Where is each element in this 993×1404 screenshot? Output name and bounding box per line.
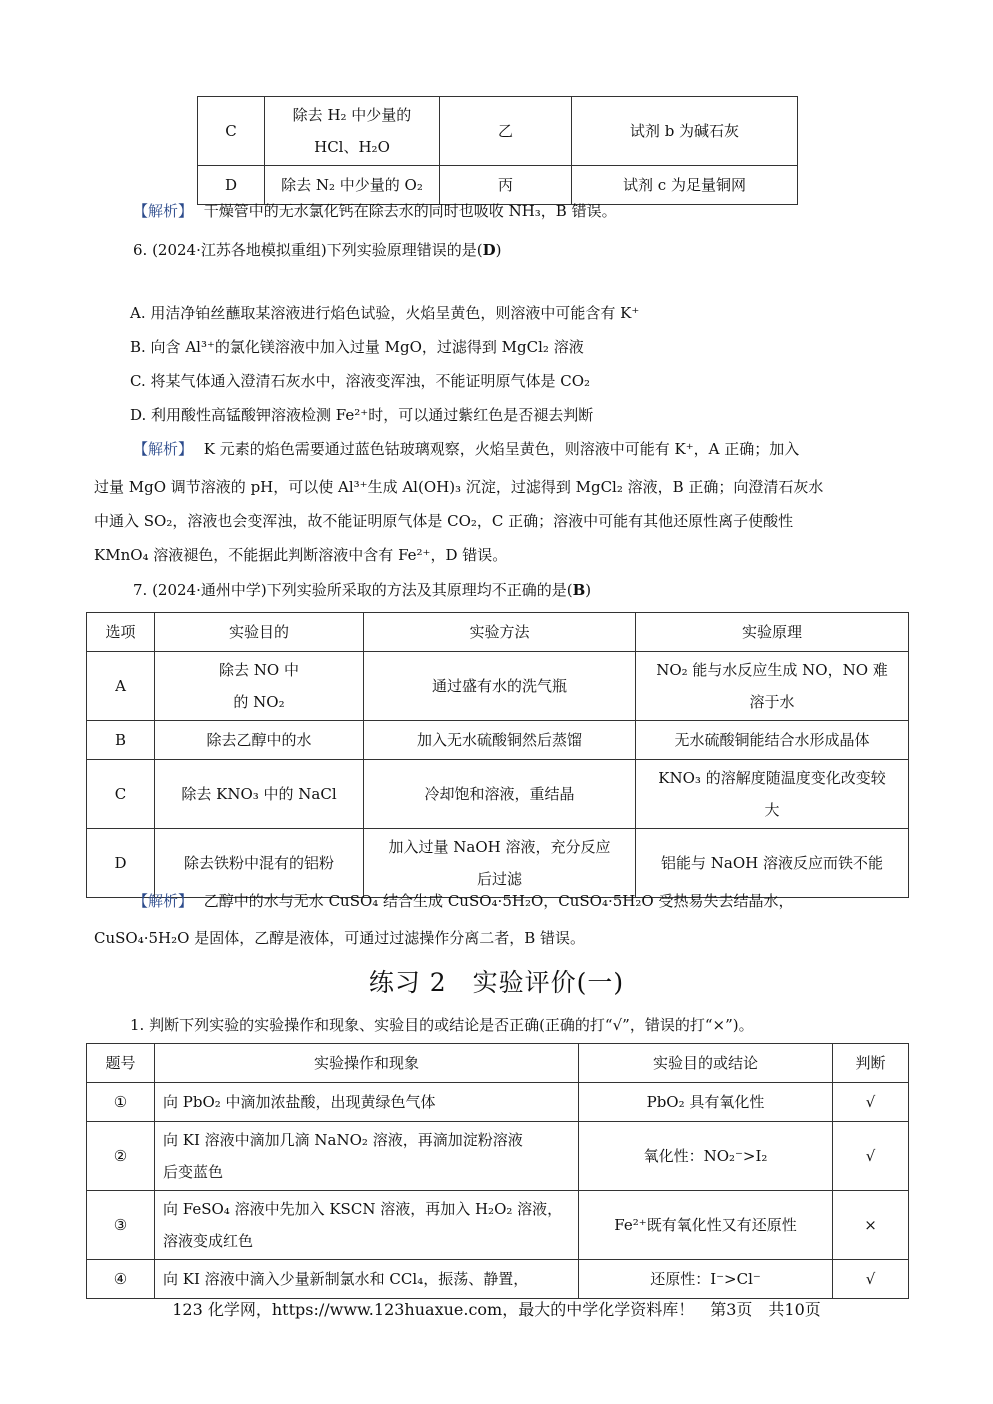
judge-cell: √ [833, 1122, 909, 1191]
analysis-7-line-2: CuSO₄·5H₂O 是固体，乙醇是液体，可通过过滤操作分离二者，B 错误。 [94, 929, 585, 947]
table-header-row [87, 613, 909, 652]
judge-cell: × [833, 1191, 909, 1260]
table-row [87, 721, 909, 760]
principle-cell: KNO₃ 的溶解度随温度变化改变较 大 [636, 760, 909, 829]
analysis-1 [133, 201, 617, 221]
purpose-cell: 除去铁粉中混有的铝粉 [155, 829, 364, 898]
operation-cell: 向 PbO₂ 中滴加浓盐酸，出现黄绿色气体 [155, 1083, 579, 1122]
question-6-stem: 6. (2024·江苏各地模拟重组)下列实验原理错误的是(D) [133, 241, 502, 259]
answer: D [482, 241, 496, 259]
option-cell: B [87, 721, 155, 760]
principle-cell: NO₂ 能与水反应生成 NO，NO 难 溶于水 [636, 652, 909, 721]
table-top [197, 96, 798, 205]
analysis-6-line-2: 过量 MgO 调节溶液的 pH，可以使 Al³⁺生成 Al(OH)₃ 沉淀，过滤得到 MgCl₂ 溶液，B 正确；向澄清石灰水 [94, 478, 824, 496]
num-cell: ④ [87, 1260, 155, 1299]
principle-cell: 铝能与 NaOH 溶液反应而铁不能 [636, 829, 909, 898]
num-cell: ① [87, 1083, 155, 1122]
analysis-tag: 【解析】 [133, 440, 194, 458]
analysis-tag: 【解析】 [133, 892, 194, 910]
operation-cell: 向 KI 溶液中滴加几滴 NaNO₂ 溶液，再滴加淀粉溶液 后变蓝色 [155, 1122, 579, 1191]
purpose-cell: 除去 KNO₃ 中的 NaCl [155, 760, 364, 829]
table-row [87, 829, 909, 898]
analysis-tag: 【解析】 [133, 202, 194, 220]
method-cell: 冷却饱和溶液，重结晶 [364, 760, 636, 829]
judge-cell: √ [833, 1260, 909, 1299]
table-row [198, 97, 798, 166]
note-cell: 试剂 c 为足量铜网 [572, 166, 798, 205]
analysis-6-line-1: 【解析】 K 元素的焰色需要通过蓝色钴玻璃观察，火焰呈黄色，则溶液中可能有 K⁺，A 正确；加入 [133, 440, 800, 458]
option-cell: D [198, 166, 265, 205]
table-row [87, 1191, 909, 1260]
purpose-cell: 除去 NO 中 的 NO₂ [155, 652, 364, 721]
option-a: A. 用洁净铂丝蘸取某溶液进行焰色试验，火焰呈黄色，则溶液中可能含有 K⁺ [130, 304, 640, 322]
answer: B [572, 581, 586, 599]
principle-cell: 无水硫酸铜能结合水形成晶体 [636, 721, 909, 760]
note-cell: 试剂 b 为碱石灰 [572, 97, 798, 166]
option-b: B. 向含 Al³⁺的氯化镁溶液中加入过量 MgO，过滤得到 MgCl₂ 溶液 [130, 338, 584, 356]
option-cell: C [87, 760, 155, 829]
col-header: 实验方法 [364, 613, 636, 652]
device-cell: 乙 [440, 97, 572, 166]
analysis-6-line-4: KMnO₄ 溶液褪色，不能据此判断溶液中含有 Fe²⁺，D 错误。 [94, 546, 508, 564]
analysis-text: 干燥管中的无水氯化钙在除去水的同时也吸收 NH₃，B 错误。 [203, 202, 617, 220]
table-header-row [87, 1044, 909, 1083]
table-row [87, 1260, 909, 1299]
option-d: D. 利用酸性高锰酸钾溶液检测 Fe²⁺时，可以通过紫红色是否褪去判断 [130, 406, 594, 424]
practice-question-1-stem: 1. 判断下列实验的实验操作和现象、实验目的或结论是否正确(正确的打“√”，错误的打“×”)。 [130, 1016, 754, 1034]
option-c: C. 将某气体通入澄清石灰水中，溶液变浑浊，不能证明原气体是 CO₂ [130, 372, 591, 390]
conclusion-cell: Fe²⁺既有氧化性又有还原性 [579, 1191, 833, 1260]
operation-cell: 向 KI 溶液中滴入少量新制氯水和 CCl₄，振荡、静置， [155, 1260, 579, 1299]
page-footer: 123 化学网，https://www.123huaxue.com，最大的中学化学资料库！ 第3页 共10页 [172, 1300, 821, 1319]
method-cell: 通过盛有水的洗气瓶 [364, 652, 636, 721]
method-cell: 加入无水硫酸铜然后蒸馏 [364, 721, 636, 760]
operation-cell: 向 FeSO₄ 溶液中先加入 KSCN 溶液，再加入 H₂O₂ 溶液， 溶液变成红色 [155, 1191, 579, 1260]
purpose-cell: 除去 N₂ 中少量的 O₂ [265, 166, 440, 205]
option-cell: D [87, 829, 155, 898]
col-header: 实验目的 [155, 613, 364, 652]
analysis-7-line-1: 【解析】 乙醇中的水与无水 CuSO₄ 结合生成 CuSO₄·5H₂O，CuSO₄·5H₂O 受热易失去结晶水， [133, 892, 794, 910]
col-header: 选项 [87, 613, 155, 652]
table-q7 [86, 612, 909, 898]
num-cell: ③ [87, 1191, 155, 1260]
analysis-6-line-3: 中通入 SO₂，溶液也会变浑浊，故不能证明原气体是 CO₂，C 正确；溶液中可能有其他还原性离子使酸性 [94, 512, 794, 530]
conclusion-cell: PbO₂ 具有氧化性 [579, 1083, 833, 1122]
col-header: 题号 [87, 1044, 155, 1083]
col-header: 判断 [833, 1044, 909, 1083]
num-cell: ② [87, 1122, 155, 1191]
table-row [198, 166, 798, 205]
conclusion-cell: 还原性：I⁻>Cl⁻ [579, 1260, 833, 1299]
col-header: 实验目的或结论 [579, 1044, 833, 1083]
col-header: 实验操作和现象 [155, 1044, 579, 1083]
judge-cell: √ [833, 1083, 909, 1122]
table-row [87, 652, 909, 721]
section-title: 练习 2 实验评价(一) [368, 968, 625, 997]
option-cell: C [198, 97, 265, 166]
table-row [87, 1083, 909, 1122]
purpose-cell: 除去乙醇中的水 [155, 721, 364, 760]
method-cell: 加入过量 NaOH 溶液，充分反应 后过滤 [364, 829, 636, 898]
col-header: 实验原理 [636, 613, 909, 652]
device-cell: 丙 [440, 166, 572, 205]
table-judge [86, 1043, 909, 1299]
purpose-cell: 除去 H₂ 中少量的 HCl、H₂O [265, 97, 440, 166]
conclusion-cell: 氧化性：NO₂⁻>I₂ [579, 1122, 833, 1191]
table-row [87, 760, 909, 829]
table-row [87, 1122, 909, 1191]
option-cell: A [87, 652, 155, 721]
question-7-stem: 7. (2024·通州中学)下列实验所采取的方法及其原理均不正确的是(B) [133, 581, 592, 599]
